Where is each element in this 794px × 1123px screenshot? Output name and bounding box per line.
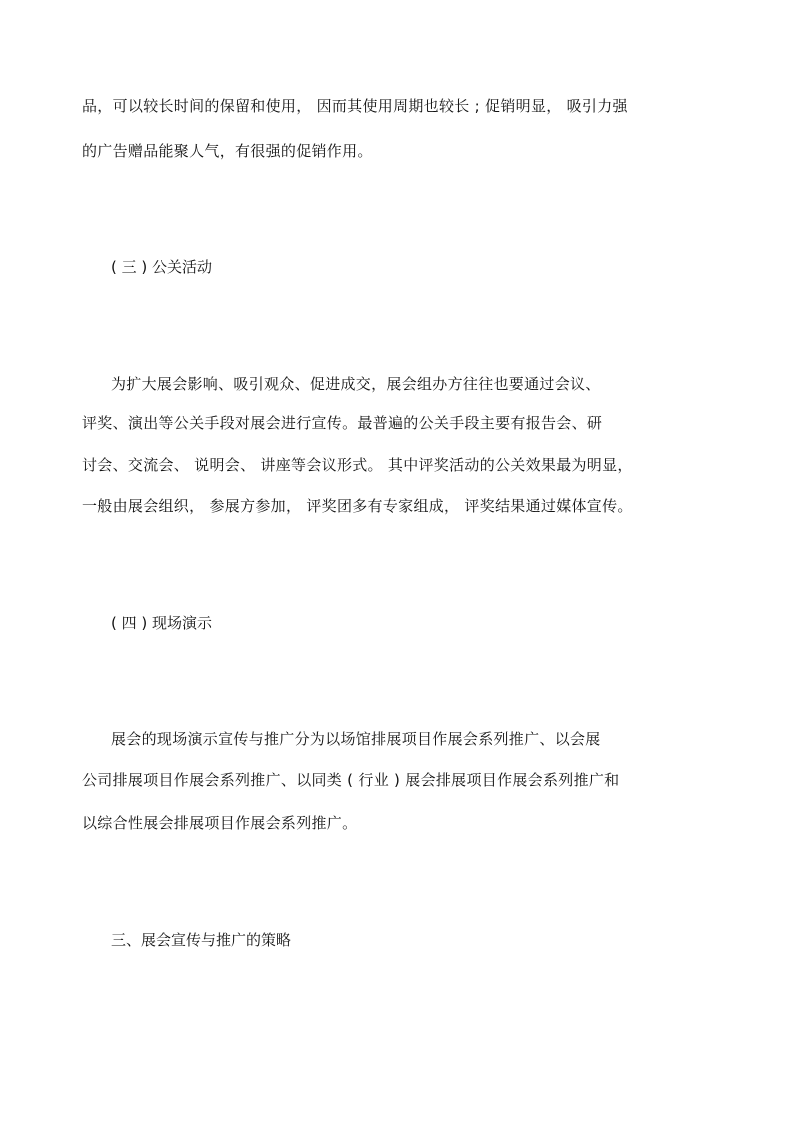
paragraph-line: 的广告赠品能聚人气，有很强的促销作用。 bbox=[82, 142, 373, 160]
chapter-heading-strategy: 三、展会宣传与推广的策略 bbox=[111, 931, 292, 949]
paragraph-line: 展会的现场演示宣传与推广分为以场馆排展项目作展会系列推广、以会展 bbox=[111, 730, 601, 748]
paragraph-line: 为扩大展会影响、吸引观众、促进成交，展会组办方往往也要通过会议、 bbox=[111, 375, 601, 393]
paragraph-line: 讨会、交流会、 说明会、 讲座等会议形式。 其中评奖活动的公关效果最为明显， bbox=[82, 456, 633, 474]
paragraph-line: 评奖、演出等公关手段对展会进行宣传。最普遍的公关手段主要有报告会、研 bbox=[82, 414, 603, 432]
paragraph-line: 一般由展会组织， 参展方参加， 评奖团多有专家组成， 评奖结果通过媒体宣传。 bbox=[82, 497, 633, 515]
paragraph-line: 以综合性展会排展项目作展会系列推广。 bbox=[82, 814, 358, 832]
section-heading-live-demo: ( 四 ) 现场演示 bbox=[111, 614, 213, 632]
paragraph-line: 品，可以较长时间的保留和使用， 因而其使用周期也较长 ; 促销明显， 吸引力强 bbox=[82, 97, 628, 115]
section-heading-public-relations: ( 三 ) 公关活动 bbox=[111, 258, 213, 276]
paragraph-line: 公司排展项目作展会系列推广、以同类 ( 行业 ) 展会排展项目作展会系列推广和 bbox=[82, 771, 620, 789]
